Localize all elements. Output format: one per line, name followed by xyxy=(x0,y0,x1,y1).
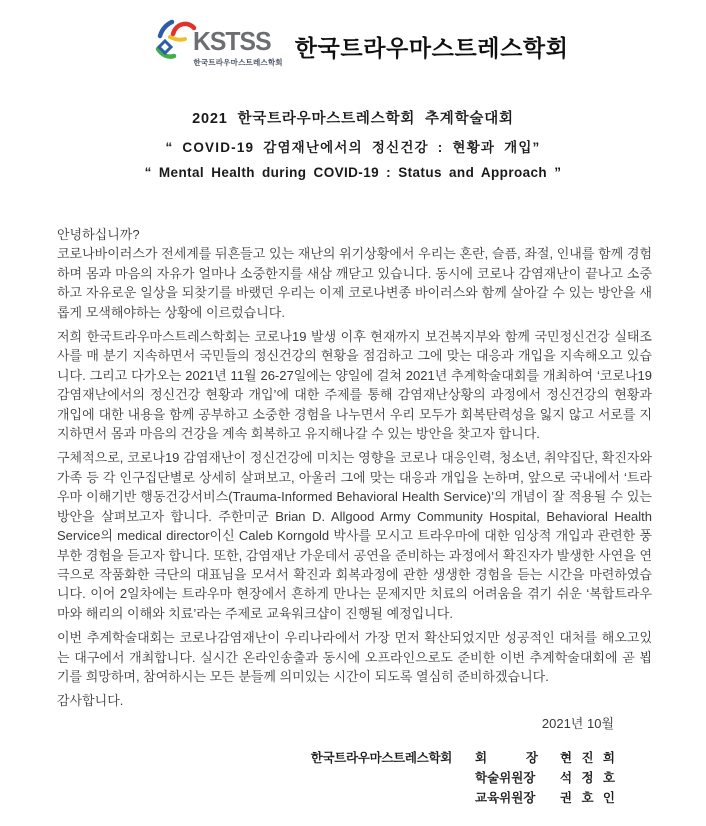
signature-row xyxy=(311,747,615,767)
closing-line: 감사합니다. xyxy=(57,693,124,709)
paragraph-2: 저희 한국트라우마스트레스학회는 코로나19 발생 이후 현재까지 보건복지부와 함께 국민정신건강 실태조사를 매 분기 지속하면서 국민들의 정신건강의 현황을 점검하고 그에 맞는 대응과 개입을 지속해오고 있습니다. 그리고 다가오는 2021년 11월 26-27일에는 양일에 걸쳐 2021년 추계학술대회를 개최하여 ‘코로나19 감염재난에서의 정신건강 현황과 개입’에 대한 주제를 통해 감염재난상황의 과정에서 정신건강의 현황과 개입에 대한 내용을 함께 공부하고 소중한 경험을 나누면서 우리 모두가 회복탄력성을 잃지 않고 서로를 지지하면서 몸과 마음의 건강을 계속 회복하고 유지해나갈 수 있는 방안을 찾고자 합니다. xyxy=(57,329,652,442)
signature-person-name: 권 호 인 xyxy=(560,790,615,805)
signature-role-title: 교육위원장 xyxy=(475,790,536,805)
signature-person-name: 석 정 호 xyxy=(560,770,615,785)
paragraph-4: 이번 추계학술대회는 코로나감염재난이 우리나라에서 가장 먼저 확산되었지만 성공적인 대처를 해오고있는 대구에서 개최합니다. 실시간 온라인송출과 동시에 오프라인으로도 준비한 이번 추계학술대회에 곧 뵙기를 희망하며, 참여하시는 모든 분들께 의미있는 시간이 되도록 열심히 준비하겠습니다. xyxy=(57,630,652,684)
letter-body xyxy=(57,225,652,711)
date-line: 2021년 10월 xyxy=(541,715,614,731)
signature-role-title: 학술위원장 xyxy=(475,770,536,785)
conference-title: 2021 한국트라우마스트레스학회 추계학술대회 xyxy=(192,111,514,127)
kstss-wordmark-block xyxy=(193,13,282,68)
signature-person-name: 현 진 희 xyxy=(560,750,615,765)
signature-row xyxy=(311,767,615,787)
signature-row xyxy=(311,787,615,807)
signature-block xyxy=(311,747,615,807)
kstss-logo-subtitle: 한국트라우마스트레스학회 xyxy=(193,58,283,67)
signature-role-title: 회 장 xyxy=(475,750,538,765)
conference-subtitle-korean: “ COVID-19 감염재난에서의 정신건강 : 현황과 개입” xyxy=(165,140,541,155)
signature-org-name: 한국트라우마스트레스학회 xyxy=(310,750,452,765)
document-title-block xyxy=(0,107,706,180)
paragraph-3: 구체적으로, 코로나19 감염재난이 정신건강에 미치는 영향을 코로나 대응인력, 청소년, 취약집단, 확진자와 가족 등 각 인구집단별로 상세히 살펴보고, 아울러 그에 맞는 대응과 개입을 논하며, 앞으로 국내에서 ‘트라우마 이해기반 행동건강서비스(Trauma-Informed Behavioral Health Service)’의 개념이 잘 적용될 수 있는 방안을 살펴보고자 합니다. 주한미군 Brian D. Allgood Army Community Hospital, Behavioral Health Service의 medical director이신 Caleb Korngold 박사를 모시고 트라우마에 대한 임상적 개입과 관련한 풍부한 경험을 듣고자 합니다. 또한, 감염재난 가운데서 공연을 준비하는 과정에서 확진자가 발생한 사연을 연극으로 작품화한 극단의 대표님을 모셔서 확진과 회복과정에 관한 생생한 경험을 듣는 시간을 마련하였습니다. 이어 2일차에는 트라우마 현장에서 흔하게 만나는 문제지만 치료의 어려움을 겪기 쉬운 ‘복합트라우마와 해리의 이해와 치료’라는 주제로 교육워크샵이 진행될 예정입니다. xyxy=(57,450,652,621)
kstss-wordmark: KSTSS xyxy=(193,26,272,56)
header-logo-row xyxy=(8,0,706,68)
organization-name: 한국트라우마스트레스학회 xyxy=(294,35,569,61)
kstss-logo xyxy=(153,13,282,68)
conference-subtitle-english: “ Mental Health during COVID-19 : Status and Approach ” xyxy=(144,165,562,180)
kstss-ribbon-icon xyxy=(153,13,197,63)
paragraph-1: 코로나바이러스가 전세계를 뒤흔들고 있는 재난의 위기상황에서 우리는 혼란, 슬픔, 좌절, 인내를 함께 경험하며 몸과 마음의 자유가 얼마나 소중한지를 새삼 깨닫고 있습니다. 동시에 코로나 감염재난이 끝나고 소중하고 자유로운 일상을 되찾기를 바랬던 우리는 이제 코로나변종 바이러스와 함께 살아갈 수 있는 방안을 새롭게 모색해야하는 상황에 이르렀습니다. xyxy=(57,246,652,320)
greeting-line: 안녕하십니까? xyxy=(57,227,140,242)
